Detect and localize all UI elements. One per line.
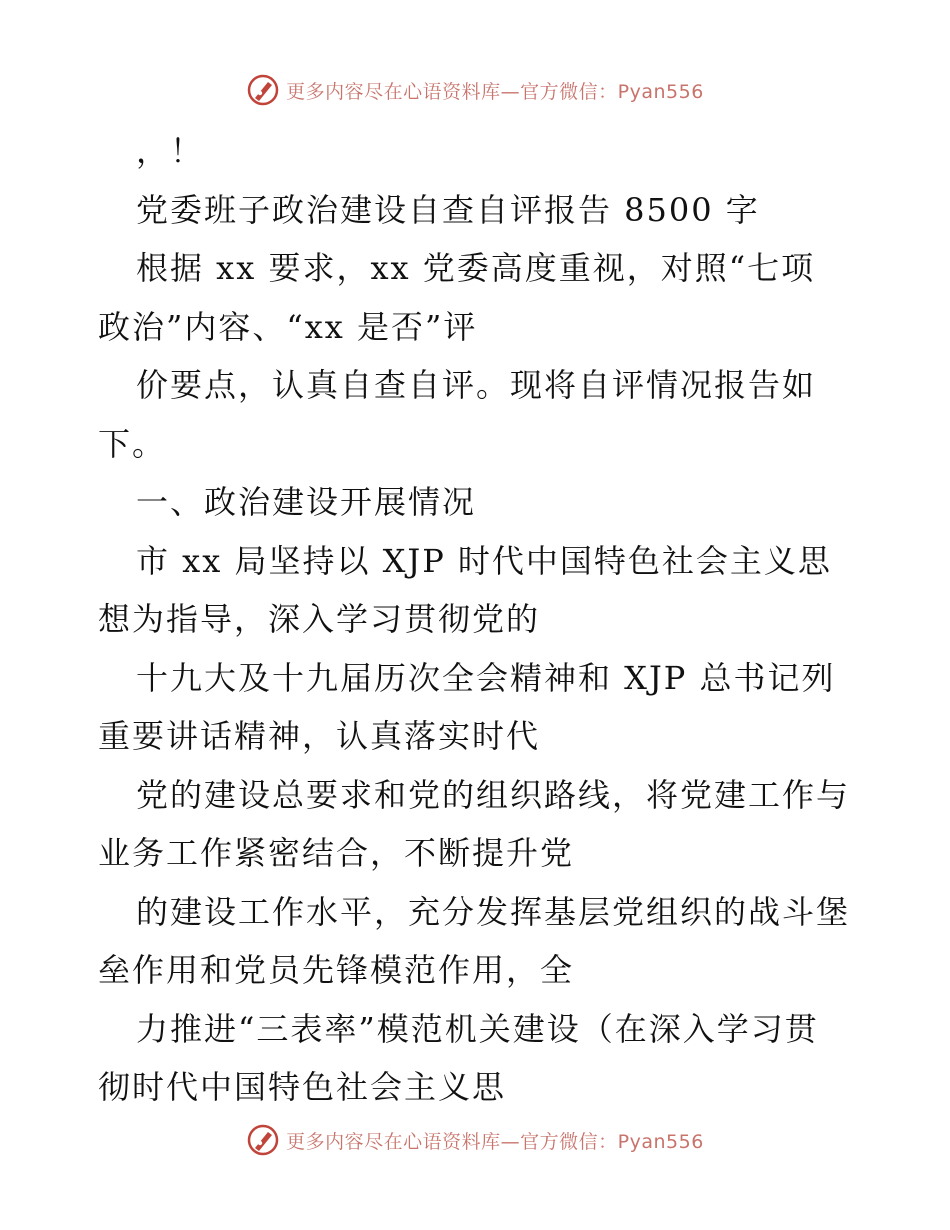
text-line-1: ，！: [136, 132, 205, 170]
watermark-text: 更多内容尽在心语资料库—官方微信：Pyan556: [286, 1130, 704, 1153]
text-line-3: 根据 xx 要求，xx 党委高度重视，对照“七项: [136, 249, 816, 287]
text-line-4: 政治”内容、“xx 是否”评: [98, 307, 478, 346]
document-title: 党委班子政治建设自查自评报告 8500 字: [136, 190, 760, 229]
text-line-9: 想为指导，深入学习贯彻党的: [98, 600, 541, 638]
text-line-10: 十九大及十九届历次全会精神和 XJP 总书记列: [136, 658, 836, 697]
text-line-11: 重要讲话精神，认真落实时代: [98, 717, 541, 755]
text-line-13: 业务工作紧密结合，不断提升党: [98, 834, 575, 872]
footer-watermark: [0, 1120, 950, 1160]
text-line-17: 彻时代中国特色社会主义思: [98, 1068, 507, 1106]
watermark-text: 更多内容尽在心语资料库—官方微信：Pyan556: [286, 80, 704, 103]
text-line-15: 垒作用和党员先锋模范作用，全: [98, 951, 575, 989]
section-heading: 一、政治建设开展情况: [136, 483, 477, 521]
pen-logo-icon: [246, 73, 280, 107]
text-line-6: 下。: [98, 424, 167, 463]
pen-logo-icon: [246, 1123, 280, 1157]
text-line-5: 价要点，认真自查自评。现将自评情况报告如: [136, 366, 817, 404]
text-line-14: 的建设工作水平，充分发挥基层党组织的战斗堡: [136, 892, 851, 931]
document-body: [98, 122, 858, 1117]
text-line-16: 力推进“三表率”模范机关建设（在深入学习贯: [136, 1009, 819, 1048]
text-line-12: 党的建设总要求和党的组织路线，将党建工作与: [136, 775, 851, 814]
text-line-8: 市 xx 局坚持以 XJP 时代中国特色社会主义思: [136, 541, 832, 580]
header-watermark: [0, 70, 950, 110]
